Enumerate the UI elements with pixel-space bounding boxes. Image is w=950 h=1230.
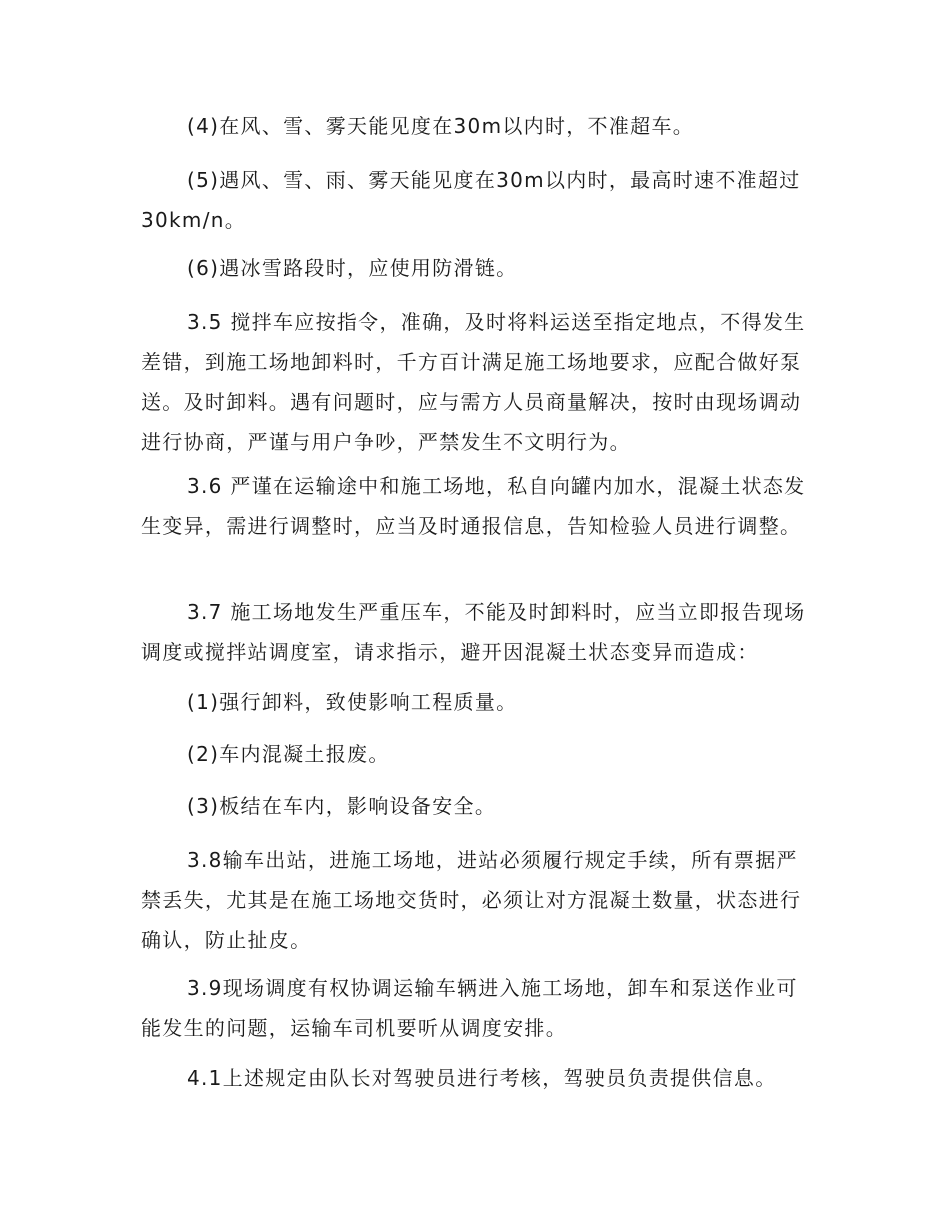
paragraph-item-4: (4)在风、雪、雾天能见度在30m以内时，不准超车。 bbox=[187, 114, 695, 138]
paragraph-item-6: (6)遇冰雪路段时，应使用防滑链。 bbox=[187, 256, 518, 280]
paragraph-section-4-1: 4.1上述规定由队长对驾驶员进行考核，驾驶员负责提供信息。 bbox=[187, 1066, 777, 1090]
paragraph-sub-item-3: (3)板结在车内，影响设备安全。 bbox=[187, 794, 497, 818]
paragraph-sub-item-2: (2)车内混凝土报废。 bbox=[187, 742, 390, 766]
paragraph-section-3-6: 3.6 严谨在运输途中和施工场地，私自向罐内加水，混凝土状态发生变异，需进行调整时，应当及时通报信息，告知检验人员进行调整。 bbox=[141, 474, 806, 538]
paragraph-section-3-8: 3.8输车出站，进施工场地，进站必须履行规定手续，所有票据严禁丢失，尤其是在施工场地交货时，必须让对方混凝土数量，状态进行确认，防止扯皮。 bbox=[141, 848, 802, 952]
paragraph-section-3-7: 3.7 施工场地发生严重压车，不能及时卸料时，应当立即报告现场调度或搅拌站调度室，请求指示，避开因混凝土状态变异而造成： bbox=[141, 600, 806, 664]
paragraph-item-5: (5)遇风、雪、雨、雾天能见度在30m以内时，最高时速不准超过30km/n。 bbox=[141, 168, 801, 232]
paragraph-section-3-5: 3.5 搅拌车应按指令，准确，及时将料运送至指定地点，不得发生差错，到施工场地卸料时，千方百计满足施工场地要求，应配合做好泵送。及时卸料。遇有问题时，应与需方人员商量解决，按时由现场调动进行协商，严谨与用户争吵，严禁发生不文明行为。 bbox=[141, 310, 806, 454]
paragraph-sub-item-1: (1)强行卸料，致使影响工程质量。 bbox=[187, 690, 518, 714]
paragraph-section-3-9: 3.9现场调度有权协调运输车辆进入施工场地，卸车和泵送作业可能发生的问题，运输车司机要听从调度安排。 bbox=[141, 976, 798, 1040]
